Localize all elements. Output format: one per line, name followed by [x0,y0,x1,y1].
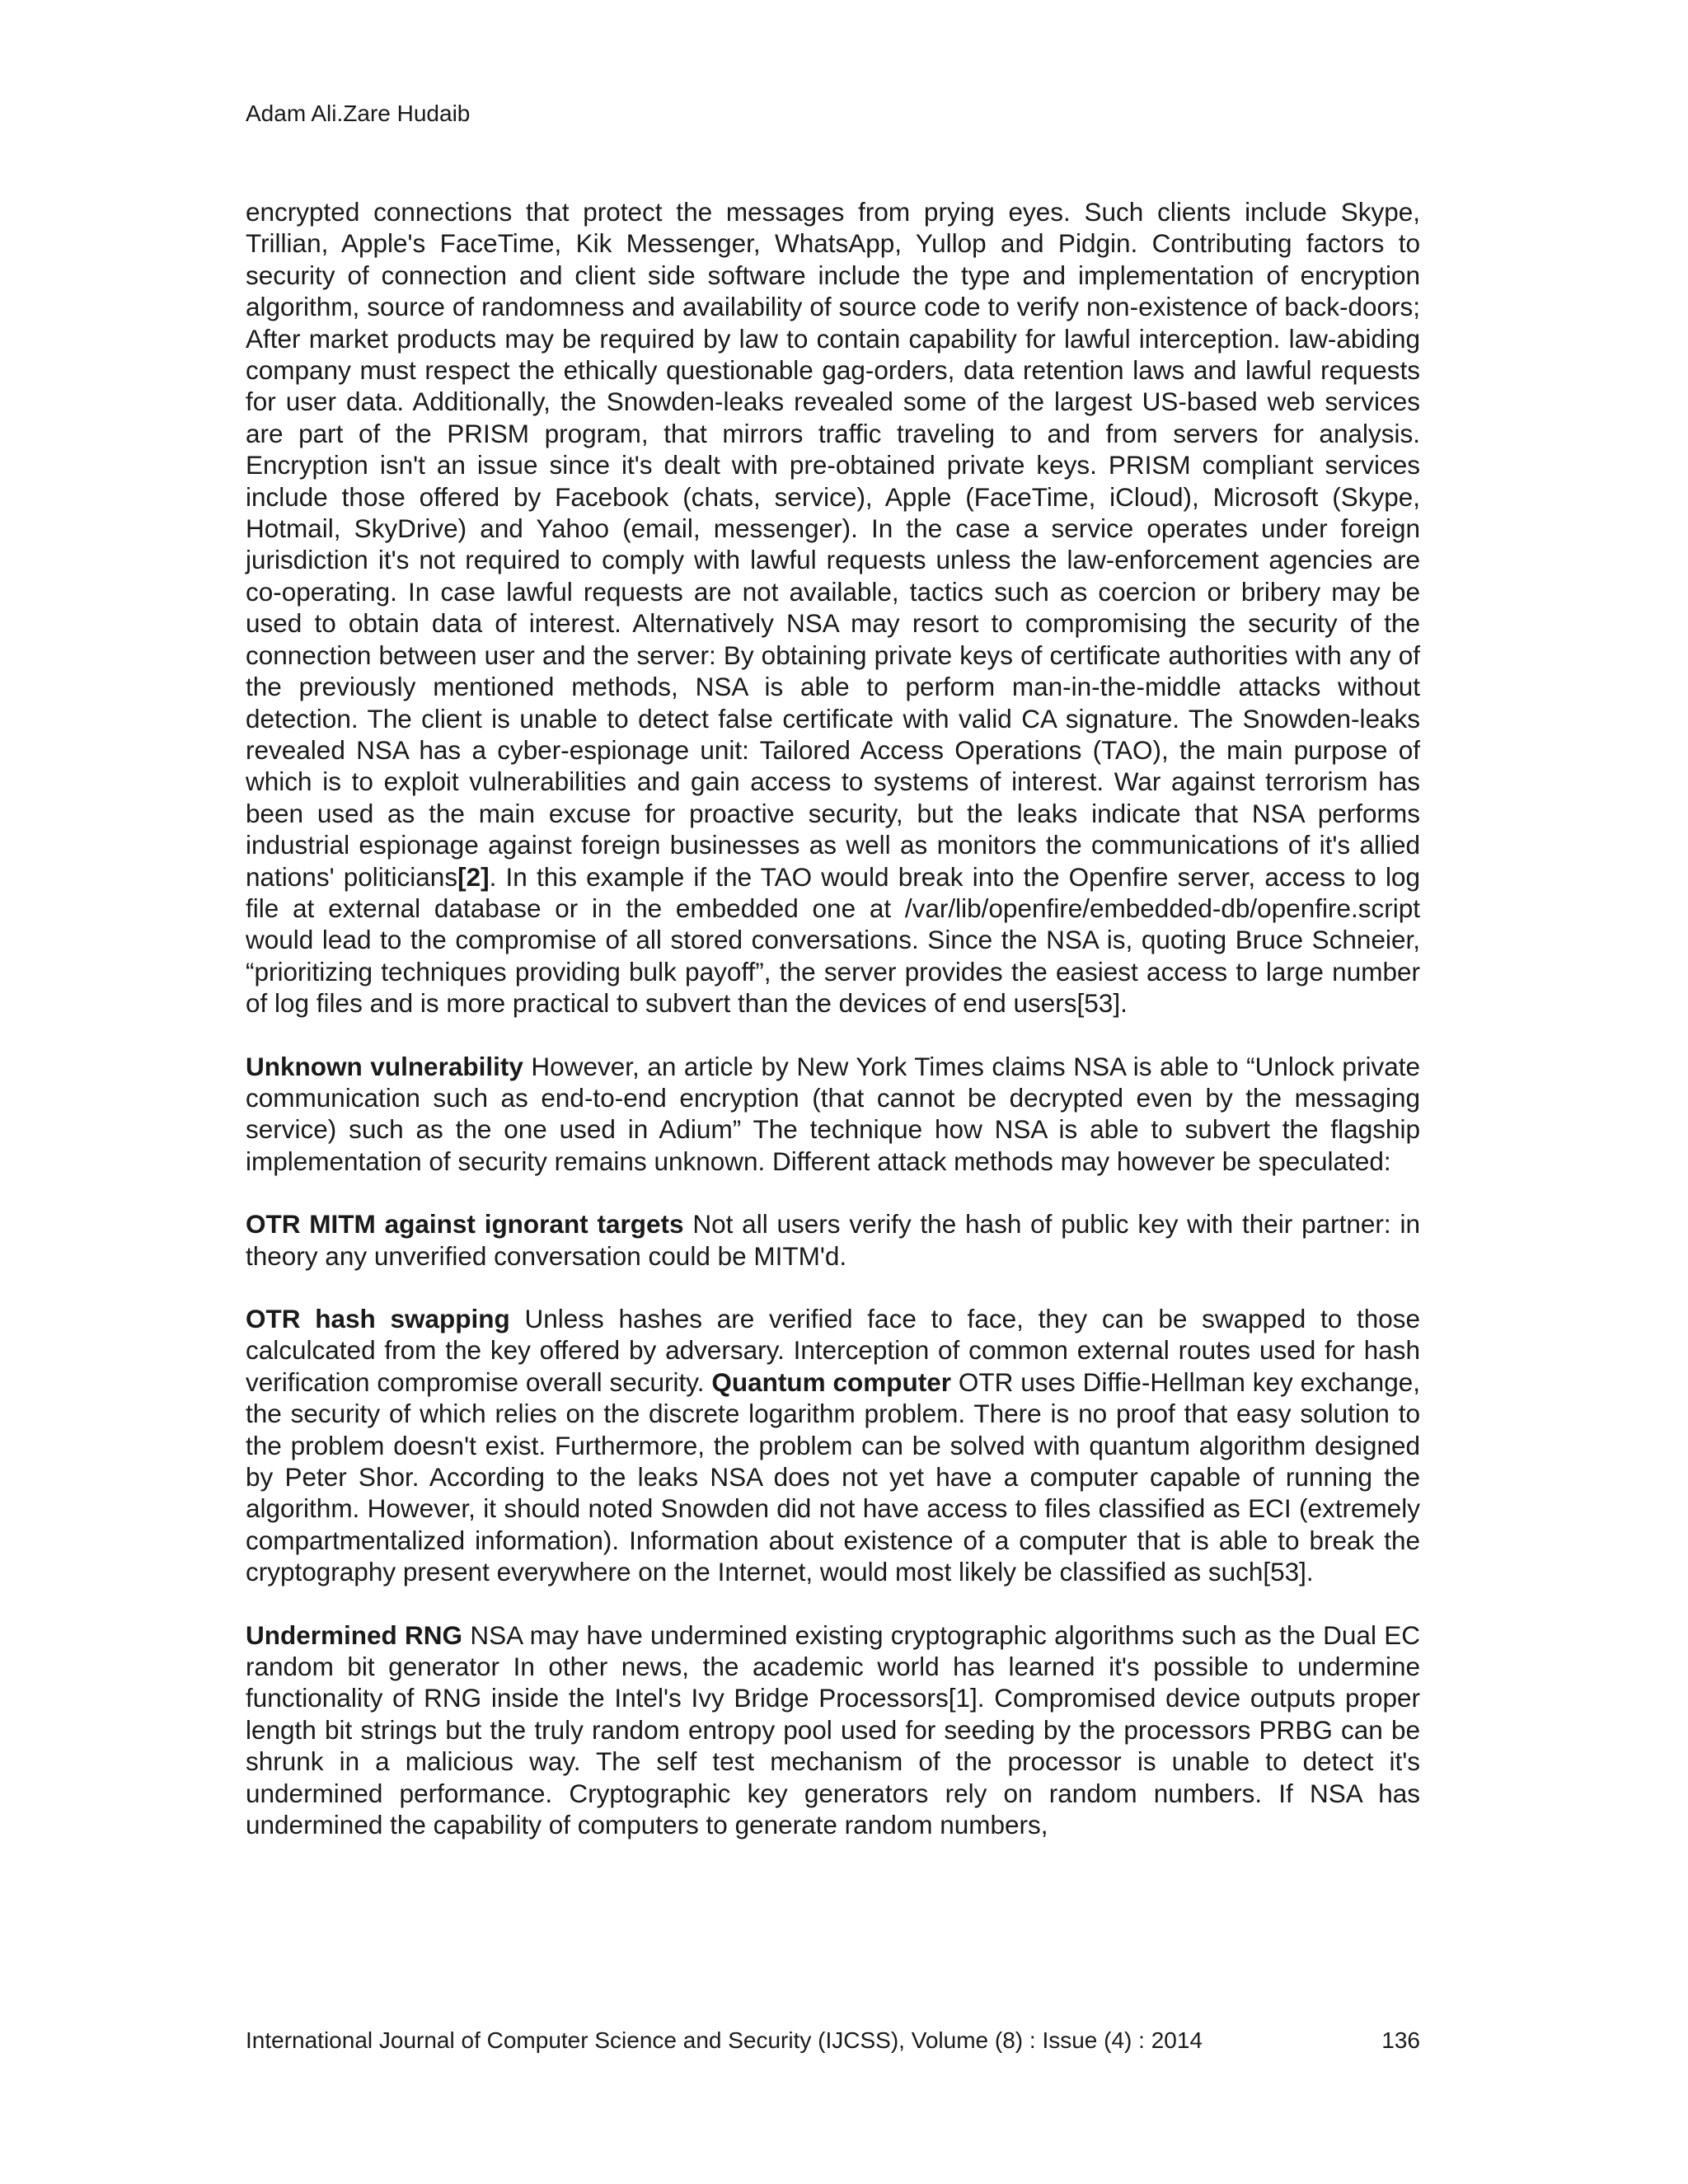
paragraph-text: NSA may have undermined existing cryptographic algorithms such as the Dual EC random bit generator In other news, the academic world has learned it's possible to undermine functionality of RNG inside the Intel's Ivy Bridge Processors[1]. Compromised device outputs proper length bit strings but the truly random entropy pool used for seeding by the processors PRBG can be shrunk in a malicious way. The self test mechanism of the processor is unable to detect it's undermined performance. Cryptographic key generators rely on random numbers. If NSA has undermined the capability of computers to generate random numbers, [246,1619,1420,1840]
paragraph-text: encrypted connections that protect the messages from prying eyes. Such clients include Skype, Trillian, Apple's FaceTime, Kik Messenger, WhatsApp, Yullop and Pidgin. Contributing factors to security of connection and client side software include the type and implementation of encryption algorithm, source of randomness and availability of source code to verify non-existence of back-doors; After market products may be required by law to contain capability for lawful interception. law-abiding company must respect the ethically questionable gag-orders, data retention laws and lawful requests for user data. Additionally, the Snowden-leaks revealed some of the largest US-based web services are part of the PRISM program, that mirrors traffic traveling to and from servers for analysis. Encryption isn't an issue since it's dealt with pre-obtained private keys. PRISM compliant services include those offered by Facebook (chats, service), Apple (FaceTime, iCloud), Microsoft (Skype, Hotmail, SkyDrive) and Yahoo (email, messenger). In the case a service operates under foreign jurisdiction it's not required to comply with lawful requests unless the law-enforcement agencies are co-operating. In case lawful requests are not available, tactics such as coercion or bribery may be used to obtain data of interest. Alternatively NSA may resort to compromising the security of the connection between user and the server: By obtaining private keys of certificate authorities with any of the previously mentioned methods, NSA is able to perform man-in-the-middle attacks without detection. The client is unable to detect false certificate with valid CA signature. The Snowden-leaks revealed NSA has a cyber-espionage unit: Tailored Access Operations (TAO), the main purpose of which is to exploit vulnerabilities and gain access to systems of interest. War against terrorism has been used as the main excuse for proactive security, but the leaks indicate that NSA performs industrial espionage against foreign businesses as well as monitors the communications of it's allied nations' politicians [246,197,1420,892]
paragraph-text: However, an article by New York Times claims NSA is able to “Unlock private communication such as end-to-end encryption (that cannot be decrypted even by the messaging service) such as the one used in Adium” The technique how NSA is able to subvert the flagship implementation of security remains unknown. Different attack methods may however be speculated: [246,1051,1420,1176]
paragraph-otr-mitm [246,1208,1420,1272]
paragraph-text: Not all users verify the hash of public key with their partner: in theory any unverified conversation could be MITM'd. [246,1209,1420,1271]
paragraph-heading: Undermined RNG [246,1619,463,1650]
paragraph-text: OTR uses Diffie-Hellman key exchange, the security of which relies on the discrete logarithm problem. There is no proof that easy solution to the problem doesn't exist. Furthermore, the problem can be solved with quantum algorithm designed by Peter Shor. According to the leaks NSA does not yet have a computer capable of running the algorithm. However, it should noted Snowden did not have access to files classified as ECI (extremely compartmentalized information). Information about existence of a computer that is able to break the cryptography present everywhere on the Internet, would most likely be classified as such[53]. [246,1366,1420,1587]
paragraph-heading: Unknown vulnerability [246,1051,523,1081]
paragraph-heading: OTR hash swapping [246,1304,510,1333]
paragraph-prism-tao [246,196,1420,1019]
paragraph-heading: OTR MITM against ignorant targets [246,1209,684,1240]
paragraph-text: . In this example if the TAO would break into the Openfire server, access to log file at external database or in the embedded one at /var/lib/openfire/embedded-db/openfire.script would lead to the compromise of all stored conversations. Since the NSA is, quoting Bruce Schneier, “prioritizing techniques providing bulk payoff”, the server provides the easiest access to large number of log files and is more practical to subvert than the devices of end users[53]. [246,861,1420,1019]
article-body [246,196,1420,1872]
citation-ref: [2] [457,861,490,892]
footer-journal-citation: International Journal of Computer Science and Security (IJCSS), Volume (8) : Issue (4) : 2014 [246,2027,1203,2053]
paragraph-text: Unless hashes are verified face to face, they can be swapped to those calculcated from the key offered by adversary. Interception of common external routes used for hash verification compromise overall security. [246,1304,1420,1397]
page-number: 136 [1381,2027,1420,2053]
paragraph-otr-hash-swapping [246,1303,1420,1588]
paragraph-undermined-rng [246,1619,1420,1841]
paragraph-heading: Quantum computer [711,1366,951,1397]
paragraph-unknown-vulnerability [246,1051,1420,1178]
running-head-author: Adam Ali.Zare Hudaib [246,101,471,126]
